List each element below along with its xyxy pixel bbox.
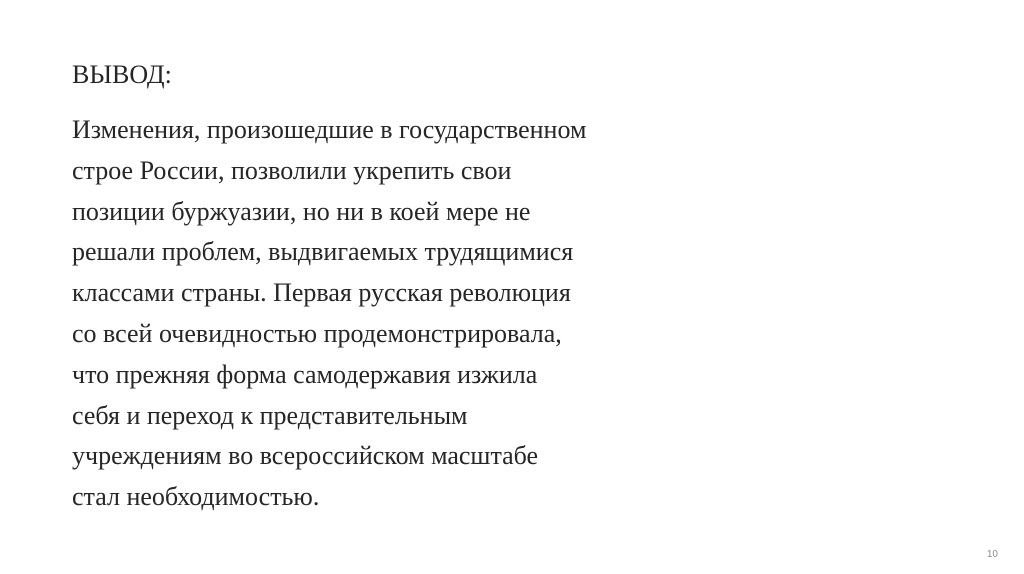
slide-body-text <box>72 110 712 518</box>
body-line: стал необходимостью. <box>72 482 320 512</box>
body-line: учреждениям во всероссийском масштабе <box>72 441 539 471</box>
body-line: строе России, позволили укрепить свои <box>72 155 512 185</box>
slide-number: 10 <box>986 549 998 560</box>
body-line: классами страны. Первая русская революция <box>72 278 571 308</box>
body-line: со всей очевидностью продемонстрировала, <box>72 318 562 348</box>
body-line: решали проблем, выдвигаемых трудящимися <box>72 237 574 267</box>
slide-title: ВЫВОД: <box>72 60 172 89</box>
body-line: что прежняя форма самодержавия изжила <box>72 359 538 389</box>
body-line: позиции буржуазии, но ни в коей мере не <box>72 196 531 226</box>
body-line: Изменения, произошедшие в государственном <box>72 115 587 144</box>
body-line: себя и переход к представительным <box>72 400 468 430</box>
